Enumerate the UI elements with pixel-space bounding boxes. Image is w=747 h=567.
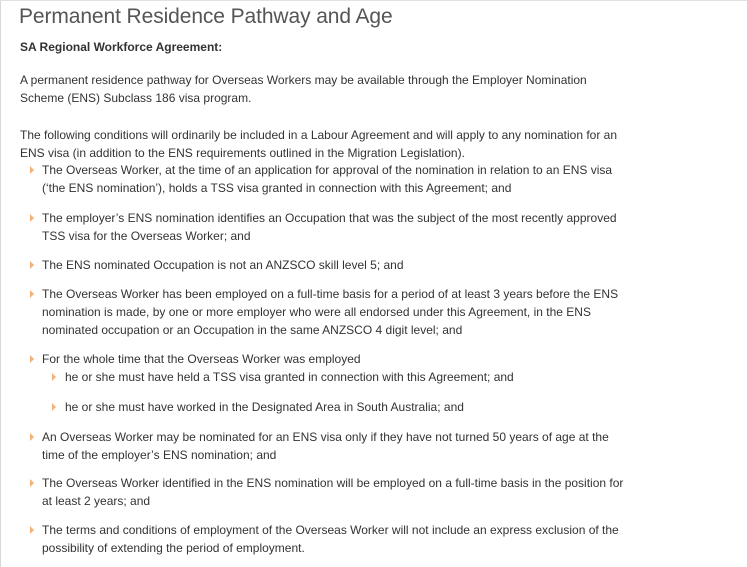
arrow-right-icon — [30, 166, 34, 174]
list-item — [30, 474, 630, 510]
list-item-text: The Overseas Worker identified in the ENS nomination will be employed on a full-time basis in the position for at least 2 years; and — [42, 476, 624, 508]
arrow-right-icon — [30, 526, 34, 534]
arrow-right-icon — [30, 261, 34, 269]
list-item-text: The Overseas Worker has been employed on a full-time basis for a period of at least 3 years before the ENS nomination is made, by one or more employer who were all endorsed under this Agreement, in the ENS nominated occupation or an Occupation in the same ANZSCO 4 digit level; and — [42, 287, 619, 337]
list-item-text: The Overseas Worker, at the time of an application for approval of the nomination in relation to an ENS visa (‘the ENS nomination’), holds a TSS visa granted in connection with this Agreement; and — [42, 163, 613, 195]
arrow-right-icon — [52, 373, 56, 381]
arrow-right-icon — [52, 403, 56, 411]
list-item — [30, 521, 630, 557]
sub-list-item-text: he or she must have held a TSS visa granted in connection with this Agreement; and — [65, 370, 514, 384]
list-item — [30, 161, 630, 197]
arrow-right-icon — [30, 290, 34, 298]
sub-list-item-text: he or she must have worked in the Designated Area in South Australia; and — [65, 400, 464, 414]
arrow-right-icon — [30, 433, 34, 441]
conditions-intro-paragraph: The following conditions will ordinarily be included in a Labour Agreement and will apply to any nomination for an ENS visa (in addition to the ENS requirements outlined in the Migration Legislation). — [20, 128, 618, 160]
list-item — [30, 285, 630, 339]
sub-list-item — [52, 368, 632, 386]
list-item — [30, 350, 630, 368]
page-title: Permanent Residence Pathway and Age — [19, 5, 393, 28]
arrow-right-icon — [30, 479, 34, 487]
list-item — [30, 256, 630, 274]
list-item-text: The ENS nominated Occupation is not an ANZSCO skill level 5; and — [42, 258, 404, 272]
list-item-text: An Overseas Worker may be nominated for an ENS visa only if they have not turned 50 years of age at the time of the employer’s ENS nomination; and — [42, 430, 609, 462]
intro-paragraph: A permanent residence pathway for Overseas Workers may be available through the Employer Nomination Scheme (ENS) Subclass 186 visa program. — [20, 73, 587, 105]
arrow-right-icon — [30, 214, 34, 222]
list-item — [30, 209, 630, 245]
list-item-text: For the whole time that the Overseas Worker was employed — [42, 352, 361, 366]
list-item — [30, 428, 630, 464]
frame-border-left — [0, 0, 1, 567]
section-subheading: SA Regional Workforce Agreement: — [20, 40, 223, 54]
arrow-right-icon — [30, 355, 34, 363]
frame-border-top — [0, 0, 747, 1]
list-item-text: The employer’s ENS nomination identifies an Occupation that was the subject of the most recently approved TSS visa for the Overseas Worker; and — [42, 211, 617, 243]
list-item-text: The terms and conditions of employment of the Overseas Worker will not include an express exclusion of the possibility of extending the period of employment. — [42, 523, 619, 555]
sub-list-item — [52, 398, 632, 416]
